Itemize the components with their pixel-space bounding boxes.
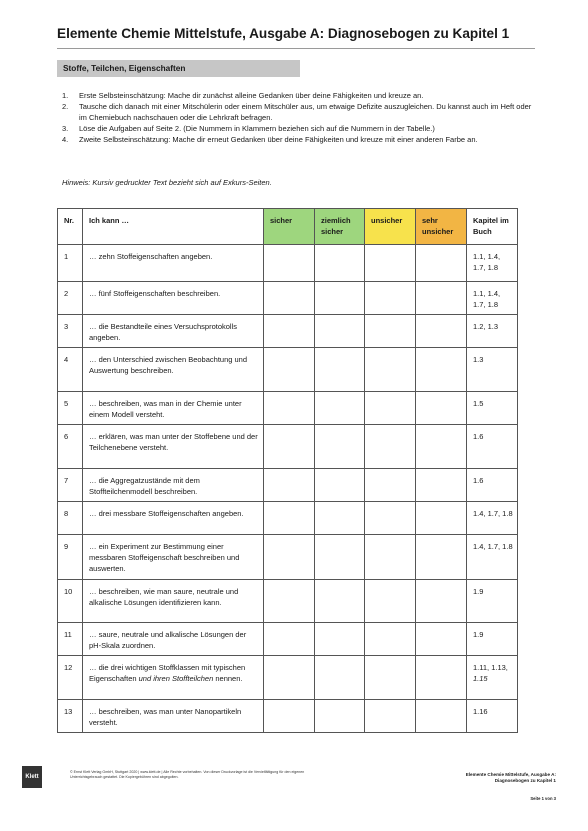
instruction-item — [57, 90, 535, 101]
table-row — [58, 425, 518, 469]
instruction-item — [57, 101, 535, 123]
footer-doc-title: Diagnosebogen zu Kapitel 1 — [494, 778, 556, 784]
skill-text-part: … die drei wichtigen Stoffklassen mit typischen Eigenschaften — [89, 663, 246, 683]
row-number: 2 — [58, 282, 83, 315]
checkbox-sehr-unsicher[interactable] — [416, 282, 467, 315]
skill-text-exkurs: und ihren Stoffteilchen — [138, 674, 214, 683]
table-row — [58, 502, 518, 535]
row-chapter: 1.1, 1.4, 1.7, 1.8 — [467, 245, 518, 282]
checkbox-sicher[interactable] — [264, 535, 315, 580]
header-unsicher: unsicher — [365, 209, 416, 245]
skill-text-part: nennen. — [213, 674, 243, 683]
checkbox-ziemlich-sicher[interactable] — [315, 502, 365, 535]
checkbox-unsicher[interactable] — [365, 535, 416, 580]
checkbox-sehr-unsicher[interactable] — [416, 392, 467, 425]
table-row — [58, 282, 518, 315]
page-number: Seite 1 von 3 — [530, 796, 556, 801]
checkbox-sicher[interactable] — [264, 469, 315, 502]
instruction-text: Tausche dich danach mit einer Mitschülerin oder einem Mitschüler aus, um etwaige Defizite auszugleichen. Du kannst auch im Heft oder im Chemiebuch nachschauen oder die Lehrkraft befragen. — [79, 102, 532, 122]
row-chapter: 1.1, 1.4, 1.7, 1.8 — [467, 282, 518, 315]
row-chapter: 1.4, 1.7, 1.8 — [467, 502, 518, 535]
row-skill-text — [83, 656, 264, 700]
checkbox-unsicher[interactable] — [365, 348, 416, 392]
row-chapter: 1.9 — [467, 623, 518, 656]
checkbox-sicher[interactable] — [264, 656, 315, 700]
instruction-text: Erste Selbsteinschätzung: Mache dir zunächst alleine Gedanken über deine Fähigkeiten und kreuze an. — [79, 91, 424, 100]
header-ich-kann: Ich kann … — [83, 209, 264, 245]
row-chapter: 1.5 — [467, 392, 518, 425]
page-title: Elemente Chemie Mittelstufe, Ausgabe A: Diagnosebogen zu Kapitel 1 — [57, 26, 510, 41]
checkbox-unsicher[interactable] — [365, 700, 416, 733]
checkbox-sehr-unsicher[interactable] — [416, 425, 467, 469]
hint-note: Hinweis: Kursiv gedruckter Text bezieht sich auf Exkurs-Seiten. — [62, 178, 272, 187]
row-skill-text: … fünf Stoffeigenschaften beschreiben. — [83, 282, 264, 315]
checkbox-ziemlich-sicher[interactable] — [315, 469, 365, 502]
checkbox-unsicher[interactable] — [365, 245, 416, 282]
table-row — [58, 315, 518, 348]
instruction-number: 3. — [62, 124, 69, 133]
section-heading: Stoffe, Teilchen, Eigenschaften — [57, 60, 300, 77]
checkbox-ziemlich-sicher[interactable] — [315, 315, 365, 348]
row-skill-text: … erklären, was man unter der Stoffebene und der Teilchenebene versteht. — [83, 425, 264, 469]
row-chapter: 1.9 — [467, 580, 518, 623]
row-chapter: 1.6 — [467, 469, 518, 502]
row-number: 12 — [58, 656, 83, 700]
checkbox-sicher[interactable] — [264, 392, 315, 425]
checkbox-ziemlich-sicher[interactable] — [315, 580, 365, 623]
row-skill-text: … den Unterschied zwischen Beobachtung und Auswertung beschreiben. — [83, 348, 264, 392]
checkbox-sicher[interactable] — [264, 348, 315, 392]
header-sicher: sicher — [264, 209, 315, 245]
checkbox-sehr-unsicher[interactable] — [416, 502, 467, 535]
checkbox-unsicher[interactable] — [365, 282, 416, 315]
header-ziemlich-sicher: ziemlich sicher — [315, 209, 365, 245]
checkbox-sehr-unsicher[interactable] — [416, 535, 467, 580]
table-header-row — [58, 209, 518, 245]
instruction-text: Zweite Selbsteinschätzung: Mache dir erneut Gedanken über deine Fähigkeiten und kreuze mit einer anderen Farbe an. — [79, 135, 478, 144]
checkbox-sehr-unsicher[interactable] — [416, 656, 467, 700]
checkbox-sicher[interactable] — [264, 425, 315, 469]
row-number: 13 — [58, 700, 83, 733]
checkbox-sehr-unsicher[interactable] — [416, 700, 467, 733]
table-row — [58, 535, 518, 580]
checkbox-sicher[interactable] — [264, 315, 315, 348]
instruction-item — [57, 134, 535, 145]
table-row — [58, 245, 518, 282]
checkbox-ziemlich-sicher[interactable] — [315, 348, 365, 392]
checkbox-ziemlich-sicher[interactable] — [315, 245, 365, 282]
checkbox-sehr-unsicher[interactable] — [416, 469, 467, 502]
checkbox-sicher[interactable] — [264, 700, 315, 733]
checkbox-sehr-unsicher[interactable] — [416, 348, 467, 392]
row-number: 9 — [58, 535, 83, 580]
row-skill-text: … die Bestandteile eines Versuchsprotokolls angeben. — [83, 315, 264, 348]
row-skill-text: … beschreiben, wie man saure, neutrale und alkalische Lösungen identifizieren kann. — [83, 580, 264, 623]
row-chapter: 1.4, 1.7, 1.8 — [467, 535, 518, 580]
table-row — [58, 700, 518, 733]
checkbox-ziemlich-sicher[interactable] — [315, 700, 365, 733]
checkbox-ziemlich-sicher[interactable] — [315, 392, 365, 425]
row-number: 5 — [58, 392, 83, 425]
checkbox-unsicher[interactable] — [365, 469, 416, 502]
row-chapter: 1.2, 1.3 — [467, 315, 518, 348]
table-row — [58, 656, 518, 700]
row-chapter: 1.16 — [467, 700, 518, 733]
checkbox-unsicher[interactable] — [365, 502, 416, 535]
checkbox-unsicher[interactable] — [365, 656, 416, 700]
row-number: 4 — [58, 348, 83, 392]
checkbox-sehr-unsicher[interactable] — [416, 315, 467, 348]
checkbox-sicher[interactable] — [264, 282, 315, 315]
chapter-ref: 1.11, 1.13, — [473, 663, 508, 672]
row-skill-text: … zehn Stoffeigenschaften angeben. — [83, 245, 264, 282]
instruction-list — [57, 90, 535, 145]
checkbox-sicher[interactable] — [264, 623, 315, 656]
header-sehr-unsicher: sehr unsicher — [416, 209, 467, 245]
header-kapitel: Kapitel im Buch — [467, 209, 518, 245]
instruction-number: 1. — [62, 91, 69, 100]
table-row — [58, 469, 518, 502]
self-assessment-table — [57, 208, 518, 733]
checkbox-ziemlich-sicher[interactable] — [315, 623, 365, 656]
row-number: 11 — [58, 623, 83, 656]
checkbox-unsicher[interactable] — [365, 425, 416, 469]
row-skill-text: … saure, neutrale und alkalische Lösungen der pH-Skala zuordnen. — [83, 623, 264, 656]
row-number: 3 — [58, 315, 83, 348]
row-skill-text: … die Aggregatzustände mit dem Stoffteilchenmodell beschreiben. — [83, 469, 264, 502]
checkbox-ziemlich-sicher[interactable] — [315, 656, 365, 700]
row-number: 8 — [58, 502, 83, 535]
table-row — [58, 392, 518, 425]
checkbox-sehr-unsicher[interactable] — [416, 623, 467, 656]
checkbox-ziemlich-sicher[interactable] — [315, 535, 365, 580]
chapter-ref-exkurs: 1.15 — [473, 674, 488, 683]
checkbox-unsicher[interactable] — [365, 392, 416, 425]
row-skill-text: … beschreiben, was man unter Nanopartikeln versteht. — [83, 700, 264, 733]
header-nr: Nr. — [58, 209, 83, 245]
instruction-item — [57, 123, 535, 134]
row-skill-text: … drei messbare Stoffeigenschaften angeben. — [83, 502, 264, 535]
row-chapter: 1.3 — [467, 348, 518, 392]
row-chapter: 1.6 — [467, 425, 518, 469]
table-row — [58, 623, 518, 656]
checkbox-ziemlich-sicher[interactable] — [315, 282, 365, 315]
row-number: 10 — [58, 580, 83, 623]
instruction-number: 2. — [62, 102, 69, 111]
checkbox-sicher[interactable] — [264, 502, 315, 535]
checkbox-unsicher[interactable] — [365, 315, 416, 348]
checkbox-unsicher[interactable] — [365, 580, 416, 623]
checkbox-sicher[interactable] — [264, 245, 315, 282]
instruction-number: 4. — [62, 135, 69, 144]
title-divider — [57, 48, 535, 49]
checkbox-sicher[interactable] — [264, 580, 315, 623]
checkbox-sehr-unsicher[interactable] — [416, 580, 467, 623]
row-chapter — [467, 656, 518, 700]
instruction-text: Löse die Aufgaben auf Seite 2. (Die Nummern in Klammern beziehen sich auf die Nummern in der Tabelle.) — [79, 124, 435, 133]
footer-document-info — [396, 772, 556, 785]
table-row — [58, 580, 518, 623]
footer-copyright: © Ernst Klett Verlag GmbH, Stuttgart 2020 | www.klett.de | Alle Rechte vorbehalten. Von dieser Druckvorlage ist die Vervielfältigung für den eigenen Unterrichtsgebrauch gestattet. Die Kopiergebühren sind abgegolten. — [70, 770, 305, 780]
checkbox-ziemlich-sicher[interactable] — [315, 425, 365, 469]
table-row — [58, 348, 518, 392]
row-skill-text: … beschreiben, was man in der Chemie unter einem Modell versteht. — [83, 392, 264, 425]
row-skill-text: … ein Experiment zur Bestimmung einer messbaren Stoffeigenschaft beschreiben und auswerten. — [83, 535, 264, 580]
checkbox-unsicher[interactable] — [365, 623, 416, 656]
row-number: 1 — [58, 245, 83, 282]
klett-logo: Klett — [22, 766, 42, 788]
footer-book-title: Elemente Chemie Mittelstufe, Ausgabe A: — [465, 772, 556, 777]
checkbox-sehr-unsicher[interactable] — [416, 245, 467, 282]
row-number: 6 — [58, 425, 83, 469]
row-number: 7 — [58, 469, 83, 502]
